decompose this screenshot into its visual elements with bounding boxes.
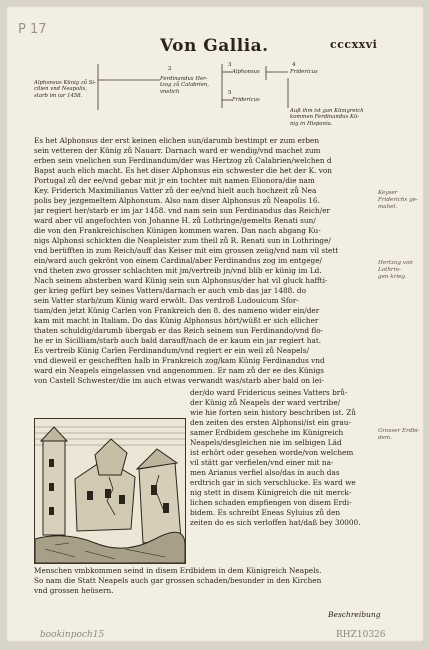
pencil-mark: P 17 (18, 22, 47, 37)
margin-note-line: Hertzog von (378, 260, 413, 266)
pencil-inventory-mark: bookinpoch15 (40, 630, 105, 640)
text-line: tiam/den jetzt Künig Carlen von Frankreich den 8. des nameno wider ein/der (34, 306, 320, 315)
margin-note-line: Lothrin- (378, 266, 401, 273)
woodcut-image (35, 419, 185, 563)
text-line: vil stätt gar verfielen/vnd einer mit na- (190, 458, 334, 467)
text-line: erdtrich gar in sich verschlucke. Es ward we (190, 478, 356, 487)
text-line: Key. Friderich Maximilianus Vatter zů der ee/vnd hielt auch hochzeit zů Nea (34, 186, 317, 195)
text-line: Menschen vmbkommen seind in disem Erdbidem in dem Künigreich Neapels. (34, 566, 322, 575)
tree-node-number: 5 (228, 90, 232, 96)
text-line: Portugal zů der ee/vnd gebar mit jr ein tochter mit namen Elionora/die nam (34, 176, 315, 185)
tree-node-line: vnelich (160, 88, 180, 95)
tree-node-number: 4 (292, 62, 296, 68)
tree-node-line: Alphonsus Künig zů Si- (34, 80, 96, 86)
text-line: sein Vatter starb/zum Künig ward erwölt. Das verdroß Ludouicum Sfor- (34, 296, 299, 305)
text-line: Bapst auch elich macht. Es het diser Alphonsus ein schwester die het der K. von (34, 166, 332, 175)
text-line: die von den Frankreichischen Künigen kommen waren. Dan nach abgang Ku- (34, 226, 321, 235)
tree-node-line: tzog zů Calabrien, (160, 82, 209, 89)
tree-node-line: cilien vnd Neapolis, (34, 86, 88, 93)
text-line: he er in Sicilliam/starb auch bald darauff/nach de er kaum ein jar regiert hat. (34, 336, 322, 345)
text-line: men Arianus verfiel also/das in auch das (190, 468, 340, 477)
margin-note-erdbidem (378, 428, 420, 442)
text-line: ger krieg gefürt bey seines Vatters/darnach er auch vmb das jar 1488. do (34, 286, 306, 295)
tree-node-ferdinandus-hispania (290, 108, 364, 127)
text-line: lichen schaden empfiengen von disem Erdi- (190, 498, 352, 507)
text-line: ward aber vil angefochten von Johanne H. zů Lothringe/gemelts Renati sun/ (34, 216, 316, 225)
margin-note-line: Grosser Erdbi- (378, 428, 420, 434)
text-line: nigs Alphonsi schickten die Neapleister zum theil zů R. Renati sun in Lothringe/ (34, 236, 331, 245)
tree-node-line: Fridericus (290, 69, 318, 75)
text-line: polis bey jezgemeltem Alphonsum. Also nam diser Alphonsus zů Neapolis 16. (34, 196, 320, 205)
text-line: bidem. Es schreibt Eneas Syluius zů den (190, 508, 341, 517)
text-line: Neapels/desgleichen nie im selbigen Läd (190, 438, 342, 447)
text-line: kam mit macht in Italiam. Do das Künig Alphonsus hört/wüßt er sich ellicher (34, 316, 319, 325)
text-line: nig stett in disem Künigreich die nit merck- (190, 488, 352, 497)
tree-node-number: 3 (228, 62, 232, 68)
margin-note-line: Keyser (378, 190, 398, 196)
text-line: wie hie forten sein history beschriben ist. Zů (190, 408, 356, 417)
text-line: vnd theten zwo grosser schlachten mit jm/vertreib jn/vnd blib er künig im Ld. (34, 266, 322, 275)
text-line: vnd dieweil er geschefften halb in Frankreich zog/kam Künig Ferdinandus vnd (34, 356, 325, 365)
tree-node-alphonsus-1 (34, 80, 96, 99)
tree-node-number: 2 (168, 66, 172, 72)
text-line: Nach seinem absterben ward Künig sein sun Alphonsus/der hat vil gluck haffti- (34, 276, 328, 285)
text-line: sein vetteren der Künig zů Nauarr. Darnach ward er wendig/vnd machet zum (34, 146, 321, 155)
tree-node-line: Alphonsus (232, 69, 260, 75)
tree-node-line: Ferdinandus Her- (160, 76, 208, 82)
tree-node-line: Fridericus (232, 97, 260, 103)
margin-note-line: mahel. (378, 203, 398, 210)
tree-node-line: kommen Ferdinandus Kü- (290, 114, 360, 121)
text-line: thaten schuldig/darumb übergab er das Reich seinem sun Ferdinando/vnd flo- (34, 326, 324, 335)
text-line: Es het Alphonsus der erst keinen elichen sun/darumb bestimpt er zum erben (34, 136, 320, 145)
tree-node-line: Auß ihm ist gan Künigreich (290, 108, 364, 114)
genealogy-lines (0, 0, 430, 150)
tree-node-line: nig in Hispania. (290, 120, 333, 127)
text-line: der Künig zů Neapels der ward vertribe/ (190, 398, 341, 407)
text-line: ein/ward auch gekrönt von einem Cardinal/aber Ferdinandus zog im entgege/ (34, 256, 322, 265)
margin-note-line: gen krieg. (378, 273, 407, 280)
text-line: Es vertreib Künig Carlen Ferdinandum/vnd regiert er ein weil zů Neapels/ (34, 346, 309, 355)
text-line: vnd grossen heüsern. (34, 586, 114, 595)
margin-note-line: Friderichs ge- (378, 196, 418, 203)
margin-note-lothringen (378, 260, 413, 280)
earthquake-woodcut (34, 418, 186, 564)
running-title: Von Gallia. (160, 36, 269, 56)
margin-note-line: dem. (378, 434, 392, 441)
text-line: jar regiert her/starb er im jar 1458. vnd nam sein sun Ferdinandus das Reich/er (34, 206, 331, 215)
text-line: der/do ward Fridericus seines Vatters brů- (190, 388, 348, 397)
text-line: vnd berüfften in zum Reich/auff das Keiser mit eim grossen zeüg/vnd nam vil stett (34, 246, 339, 255)
tree-node-alphonsus-3 (232, 69, 260, 75)
tree-node-ferdinandus (160, 76, 209, 95)
text-line: ward ein Neapels eingelassen vnd angenommen. Er nam zů der ee des Künigs (34, 366, 325, 375)
text-line: samer Erdbidem geschehe im Künigreich (190, 428, 344, 437)
text-line: den zeiten des ersten Alphonsi/ist ein grau- (190, 418, 351, 427)
catchword: Beschreibung (328, 610, 381, 619)
text-line: So nam die Statt Neapels auch gar grossen schaden/besunder in den Kirchen (34, 576, 322, 585)
text-line: ist erhört oder gesehen worde/von welchem (190, 448, 354, 457)
text-line: erben sein vnelichen sun Ferdinandum/der was Hertzog zů Calabrien/welchen d (34, 156, 332, 165)
tree-node-fridericus-4 (290, 69, 318, 75)
margin-note-keyser (378, 190, 418, 210)
tree-node-line: starb im iar 1458. (34, 92, 83, 99)
text-line: von Castell Schwester/die im auch etwas verwandt was/starb aber bald on lei- (34, 376, 324, 385)
folio-number: cccxxvi (330, 38, 378, 51)
tree-node-fridericus-5 (232, 97, 260, 103)
text-line: zeiten do es sich verloffen hat/daß bey 30000. (190, 518, 361, 527)
inventory-stamp: RHZ10326 (336, 630, 386, 640)
